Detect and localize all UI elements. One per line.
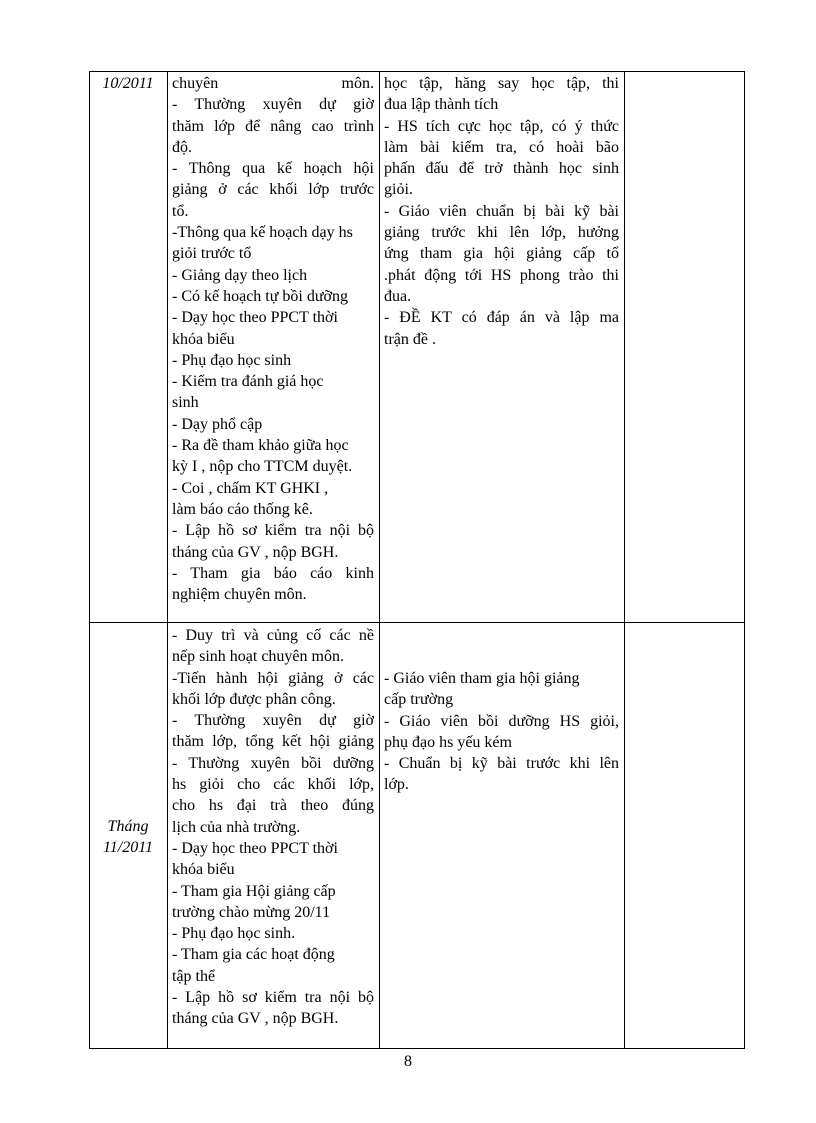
table-left-border [89, 71, 90, 1049]
task-line: - Tham gia Hội giảng cấp [172, 882, 336, 900]
task-line: - Tham gia các hoạt động [172, 946, 335, 964]
task-line: lịch của nhà trường. [172, 818, 301, 836]
task-line: kỳ I , nộp cho TTCM duyệt. [172, 458, 353, 476]
results-cell [384, 668, 619, 796]
task-line: tháng của GV , nộp BGH. [172, 543, 339, 561]
plan-table [89, 71, 745, 1049]
month-label: Tháng [107, 818, 149, 835]
task-line: chuyên môn. [172, 75, 374, 92]
task-line: cho hs đại trà theo đúng [172, 797, 374, 815]
result-line: - Giáo viên tham gia hội giảng [384, 670, 580, 687]
result-line: cấp trường [384, 691, 454, 709]
month-cell [89, 73, 167, 94]
task-line: giảng ở các khối lớp trước [172, 181, 374, 199]
task-line: - Lập hồ sơ kiểm tra nội bộ [172, 522, 374, 540]
table-bottom-border [89, 1048, 745, 1049]
tasks-cell [172, 73, 374, 605]
task-line: - Có kế hoạch tự bồi dưỡng [172, 287, 348, 305]
tasks-cell [172, 625, 374, 1030]
task-line: - Thường xuyên bồi dưỡng [172, 754, 374, 772]
task-line: - Dạy học theo PPCT thời [172, 839, 338, 857]
task-line: nếp sinh hoạt chuyên môn. [172, 648, 344, 666]
task-line: khóa biểu [172, 861, 235, 879]
result-line: - ĐỀ KT có đáp án và lập ma [384, 309, 619, 327]
month-cell [89, 816, 167, 859]
task-line: - Ra đề tham khảo giữa học [172, 437, 349, 455]
task-line: - Thường xuyên dự giờ [172, 712, 374, 730]
task-line: trường chào mừng 20/11 [172, 903, 331, 921]
task-line: nghiệm chuyên môn. [172, 586, 307, 604]
task-line: - Dạy học theo PPCT thời [172, 309, 338, 327]
task-line: sinh [172, 394, 199, 412]
task-line: tháng của GV , nộp BGH. [172, 1010, 339, 1028]
task-line: thăm lớp để nâng cao trình [172, 117, 374, 135]
task-line: thăm lớp, tổng kết hội giảng [172, 733, 374, 751]
task-line: - Coi , chấm KT GHKI , [172, 479, 329, 497]
result-line: - HS tích cực học tập, có ý thức [384, 117, 619, 135]
task-line: - Duy trì và củng cố các nề [172, 627, 374, 644]
task-line: - Dạy phổ cập [172, 415, 263, 433]
result-line: - Giáo viên bồi dưỡng HS giỏi, [384, 712, 619, 730]
result-line: giỏi. [384, 181, 413, 199]
task-line: tập thể [172, 967, 216, 985]
column-divider [167, 71, 168, 1049]
task-line: khóa biểu [172, 330, 235, 348]
column-divider [624, 71, 625, 1049]
result-line: học tập, hăng say học tập, thi [384, 75, 619, 92]
task-line: - Phụ đạo học sinh. [172, 925, 296, 943]
result-line: đua. [384, 287, 412, 305]
task-line: khối lớp được phân công. [172, 690, 336, 708]
task-line: - Lập hồ sơ kiểm tra nội bộ [172, 989, 374, 1007]
task-line: -Tiến hành hội giảng ở các [172, 669, 374, 687]
task-line: - Thông qua kế hoạch hội [172, 160, 374, 178]
results-cell [384, 73, 619, 350]
task-line: độ. [172, 138, 192, 156]
month-label: 11/2011 [102, 839, 154, 857]
result-line: - Giáo viên chuẩn bị bài kỹ bài [384, 202, 619, 220]
task-line: - Tham gia báo cáo kinh [172, 564, 374, 582]
row-divider [89, 622, 745, 623]
table-top-border [89, 71, 745, 72]
result-line: phấn đấu để trở thành học sinh [384, 160, 619, 178]
task-line: giỏi trước tổ [172, 245, 252, 263]
result-line: làm bài kiểm tra, có hoài bão [384, 138, 619, 156]
month-label: 10/2011 [102, 75, 154, 92]
result-line: lớp. [384, 776, 409, 794]
result-line: ứng tham gia hội giảng cấp tổ [384, 245, 619, 263]
result-line: đua lập thành tích [384, 96, 499, 114]
task-line: - Phụ đạo học sinh [172, 351, 292, 369]
task-line: - Kiểm tra đánh giá học [172, 373, 324, 391]
task-line: -Thông qua kế hoạch dạy hs [172, 224, 353, 242]
task-line: - Thường xuyên dự giờ [172, 96, 374, 114]
page-number: 8 [404, 1053, 412, 1070]
result-line: giảng trước khi lên lớp, hưởng [384, 224, 619, 242]
task-line: làm báo cáo thống kê. [172, 500, 313, 518]
task-line: hs giỏi cho các khối lớp, [172, 776, 374, 794]
result-line: .phát động tới HS phong trào thi [384, 266, 619, 284]
column-divider [379, 71, 380, 1049]
table-right-border [744, 71, 745, 1049]
task-line: - Giảng dạy theo lịch [172, 266, 308, 284]
result-line: phụ đạo hs yếu kém [384, 733, 512, 751]
task-line: tổ. [172, 202, 189, 220]
result-line: trận đề . [384, 330, 436, 348]
result-line: - Chuẩn bị kỹ bài trước khi lên [384, 755, 619, 773]
